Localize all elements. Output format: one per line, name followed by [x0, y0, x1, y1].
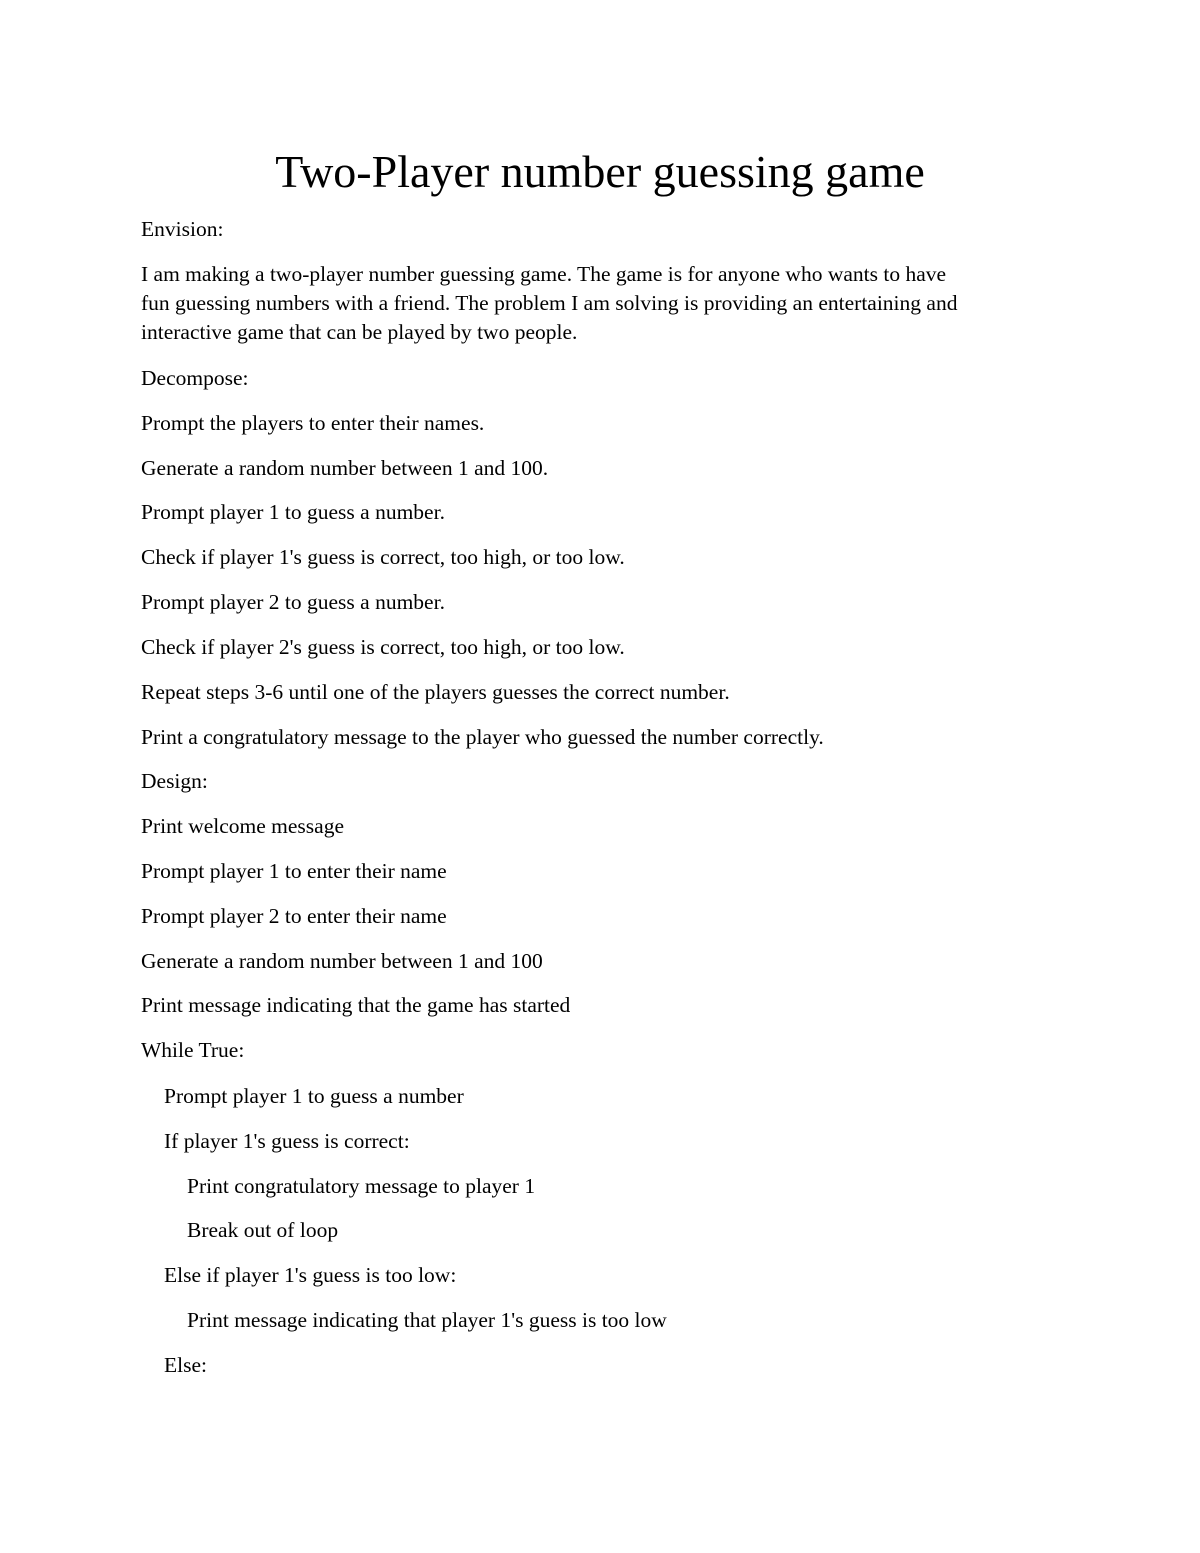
envision-paragraph-line: fun guessing numbers with a friend. The problem I am solving is providing an entertaining and	[141, 291, 958, 315]
decompose-step: Prompt player 2 to guess a number.	[141, 590, 445, 614]
envision-heading: Envision:	[141, 217, 224, 241]
loop-step: Break out of loop	[187, 1218, 339, 1242]
design-step: Prompt player 2 to enter their name	[141, 904, 447, 928]
decompose-step: Generate a random number between 1 and 100.	[141, 456, 549, 480]
decompose-heading: Decompose:	[141, 366, 249, 390]
design-step: Prompt player 1 to enter their name	[141, 859, 447, 883]
design-step: While True:	[141, 1038, 245, 1062]
envision-paragraph-line: I am making a two-player number guessing game. The game is for anyone who wants to have	[141, 262, 947, 286]
design-step: Print welcome message	[141, 814, 345, 838]
design-step: Print message indicating that the game has started	[141, 993, 571, 1017]
design-heading: Design:	[141, 769, 208, 793]
decompose-step: Prompt the players to enter their names.	[141, 411, 485, 435]
loop-step: If player 1's guess is correct:	[164, 1129, 410, 1153]
decompose-step: Check if player 1's guess is correct, too high, or too low.	[141, 545, 625, 569]
decompose-step: Print a congratulatory message to the player who guessed the number correctly.	[141, 725, 824, 749]
document-title: Two-Player number guessing game	[275, 146, 925, 197]
loop-step: Prompt player 1 to guess a number	[164, 1084, 464, 1108]
loop-step: Else:	[164, 1353, 207, 1377]
loop-step: Print message indicating that player 1's guess is too low	[187, 1308, 667, 1332]
loop-step: Else if player 1's guess is too low:	[164, 1263, 457, 1287]
decompose-step: Prompt player 1 to guess a number.	[141, 500, 445, 524]
decompose-step: Check if player 2's guess is correct, too high, or too low.	[141, 635, 625, 659]
design-step: Generate a random number between 1 and 100	[141, 949, 543, 973]
loop-step: Print congratulatory message to player 1	[187, 1174, 536, 1198]
envision-paragraph-line: interactive game that can be played by two people.	[141, 320, 578, 344]
decompose-step: Repeat steps 3-6 until one of the players guesses the correct number.	[141, 680, 730, 704]
